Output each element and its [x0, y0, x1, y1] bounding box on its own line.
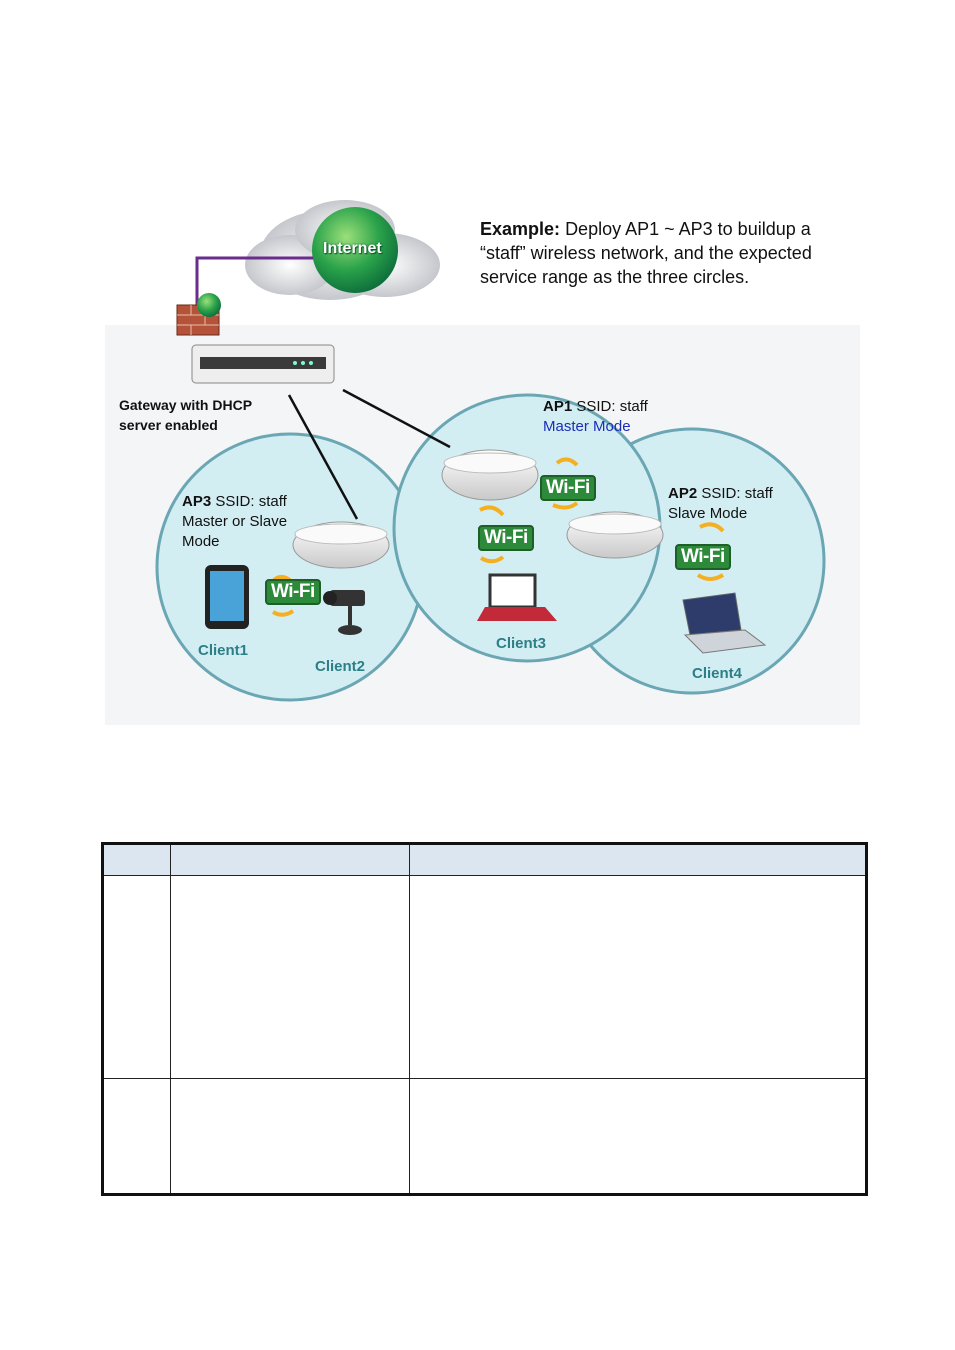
table-header-cell — [410, 844, 867, 876]
ap1-ssid: SSID: staff — [576, 398, 648, 415]
ap3-coverage-circle — [157, 434, 423, 700]
table-header-row — [103, 844, 867, 876]
table-row — [103, 1079, 867, 1195]
table-cell — [171, 1079, 410, 1195]
client1-label: Client1 — [198, 642, 249, 659]
example-text: Deploy AP1 ~ AP3 to buildup a “staff” wireless network, and the expected service range as the three circles. — [480, 219, 812, 287]
ap1-caption — [543, 397, 648, 437]
tablet-icon — [205, 565, 249, 629]
ap3-ssid: SSID: staff — [215, 493, 287, 510]
ap2-device-icon — [567, 512, 663, 558]
table-cell — [410, 1079, 867, 1195]
example-label: Example: — [480, 219, 561, 239]
table-cell — [103, 1079, 171, 1195]
wifi-badge-ap1-client3: Wi-Fi — [478, 525, 534, 551]
gateway-line2: server enabled — [119, 417, 218, 433]
wifi-badge-ap2: Wi-Fi — [675, 544, 731, 570]
table-header-cell — [103, 844, 171, 876]
ap1-mode: Master Mode — [543, 418, 631, 435]
wifi-badge-ap1: Wi-Fi — [540, 475, 596, 501]
client2-label: Client2 — [315, 658, 366, 675]
ap2-ssid: SSID: staff — [701, 485, 773, 502]
gateway-device-icon — [192, 345, 334, 383]
table-header-cell — [171, 844, 410, 876]
ap1-device-icon — [442, 450, 538, 500]
table-cell — [103, 876, 171, 1079]
table-cell — [410, 876, 867, 1079]
wifi-badge-ap3: Wi-Fi — [265, 579, 321, 605]
firewall-icon — [177, 293, 221, 335]
ap2-name: AP2 — [668, 485, 698, 502]
ap2-mode: Slave Mode — [668, 505, 748, 522]
client4-label: Client4 — [692, 665, 743, 682]
network-diagram — [105, 185, 860, 725]
table-row — [103, 876, 867, 1079]
ap3-name: AP3 — [182, 493, 212, 510]
ap3-mode-line2: Mode — [182, 533, 220, 550]
gateway-caption — [119, 395, 252, 435]
settings-table — [101, 842, 868, 1196]
client3-label: Client3 — [496, 635, 547, 652]
ap3-mode-line1: Master or Slave — [182, 513, 288, 530]
ap1-name: AP1 — [543, 398, 573, 415]
ap2-caption — [668, 484, 773, 524]
ap3-device-icon — [293, 522, 389, 568]
table-cell — [171, 876, 410, 1079]
example-caption — [480, 217, 850, 289]
internet-label: Internet — [323, 240, 382, 257]
ap3-caption — [182, 492, 287, 552]
gateway-line1: Gateway with DHCP — [119, 397, 253, 413]
